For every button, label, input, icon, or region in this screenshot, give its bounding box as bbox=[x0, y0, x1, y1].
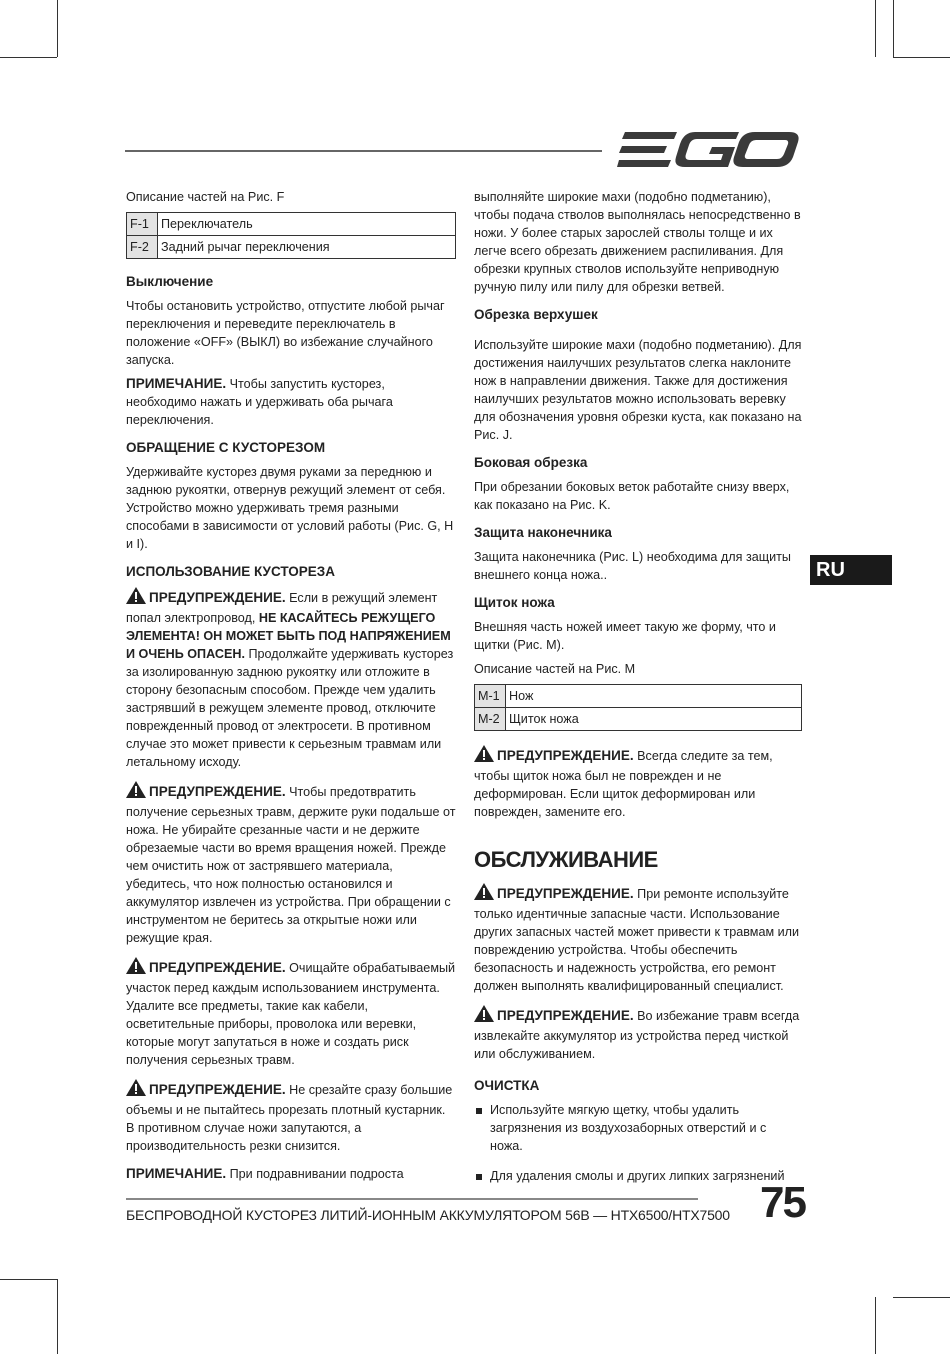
warning-triangle-icon bbox=[474, 883, 494, 905]
warning-label: ПРЕДУПРЕЖДЕНИЕ. bbox=[497, 748, 634, 763]
tip-guard-paragraph: Защита наконечника (Рис. L) необходима для защиты внешнего конца ножа.. bbox=[474, 550, 791, 582]
handling-paragraph: Удерживайте кусторез двумя руками за переднюю и заднюю рукоятки, отвернув режущий элемент от себя. Устройство можно удерживать тремя разными способами в зависимости от условий работы (Рис. G, H и I). bbox=[126, 465, 454, 551]
warning-text: Всегда следите за тем, чтобы щиток ножа был не поврежден и не деформирован. Если щиток деформирован или поврежден, замените его. bbox=[474, 749, 773, 819]
warning-paragraph bbox=[126, 957, 456, 1069]
warning-paragraph bbox=[474, 883, 802, 995]
warning-text: Продолжайте удерживать кусторез за изолированную заднюю рукоятку или отложите в сторону безопасным способом. Прежде чем удалить застрявший в режущем элементе провод, отключите поврежденный провод от электросети. В противном случае это может привести к серьезным травмам или летальному исходу. bbox=[126, 647, 454, 769]
warning-text: Во избежание травм всегда извлекайте аккумулятор из устройства перед чисткой или обслуживанием. bbox=[474, 1009, 800, 1061]
part-label: Задний рычаг переключения bbox=[158, 236, 456, 259]
crop-mark bbox=[875, 0, 876, 57]
ego-logo-graphic bbox=[617, 130, 801, 170]
section-heading-off: Выключение bbox=[126, 274, 214, 289]
section-heading-cleaning: ОЧИСТКА bbox=[474, 1078, 540, 1093]
warning-triangle-icon bbox=[126, 1079, 146, 1101]
language-tab: RU bbox=[810, 555, 892, 585]
fig-f-parts-table bbox=[126, 212, 456, 259]
left-column bbox=[126, 188, 456, 1189]
warning-triangle-icon bbox=[474, 745, 494, 767]
section-heading-blade-guard: Щиток ножа bbox=[474, 595, 555, 610]
warning-label: ПРЕДУПРЕЖДЕНИЕ. bbox=[149, 590, 286, 605]
warning-paragraph bbox=[474, 745, 802, 821]
footer-title: БЕСПРОВОДНОЙ КУСТОРЕЗ ЛИТИЙ-ИОННЫМ АККУМУЛЯТОРОМ 56В — HTX6500/HTX7500 bbox=[126, 1207, 730, 1223]
list-item: Используйте мягкую щетку, чтобы удалить загрязнения из воздухозаборных отверстий и с ножа. bbox=[474, 1101, 802, 1155]
section-heading-handling: ОБРАЩЕНИЕ С КУСТОРЕЗОМ bbox=[126, 440, 326, 455]
note-paragraph bbox=[126, 1165, 456, 1183]
warning-text: Не срезайте сразу большие объемы и не пытайтесь прорезать плотный кустарник. В противном случае ножи запутаются, а производительность резки снизится. bbox=[126, 1083, 453, 1153]
note-label: ПРИМЕЧАНИЕ. bbox=[126, 1166, 227, 1181]
right-column bbox=[474, 188, 802, 1197]
warning-paragraph bbox=[474, 1005, 802, 1063]
part-label: Нож bbox=[506, 685, 802, 708]
part-code: M-2 bbox=[475, 708, 506, 731]
section-heading-tip-guard: Защита наконечника bbox=[474, 525, 612, 540]
section-heading-service: ОБСЛУЖИВАНИЕ bbox=[474, 847, 658, 872]
fig-f-caption: Описание частей на Рис. F bbox=[126, 190, 285, 204]
footer-rule bbox=[126, 1198, 698, 1200]
section-heading-side-trim: Боковая обрезка bbox=[474, 455, 588, 470]
side-trim-paragraph: При обрезании боковых веток работайте снизу вверх, как показано на Рис. K. bbox=[474, 480, 790, 512]
part-label: Щиток ножа bbox=[506, 708, 802, 731]
note-label: ПРИМЕЧАНИЕ. bbox=[126, 376, 227, 391]
warning-triangle-icon bbox=[126, 587, 146, 609]
table-row bbox=[127, 213, 456, 236]
off-paragraph: Чтобы остановить устройство, отпустите любой рычаг переключения и переведите переключатель в положение «OFF» (ВЫКЛ) во избежание случайного запуска. bbox=[126, 299, 445, 367]
note-text: Чтобы запустить кусторез, необходимо нажать и удерживать оба рычага переключения. bbox=[126, 377, 393, 427]
fig-m-parts-table bbox=[474, 684, 802, 731]
list-item: Для удаления смолы и других липких загрязнений bbox=[474, 1167, 802, 1185]
blade-guard-paragraph: Внешняя часть ножей имеет такую же форму, что и щитки (Рис. M). bbox=[474, 620, 776, 652]
warning-triangle-icon bbox=[126, 781, 146, 803]
crop-mark bbox=[893, 0, 894, 57]
warning-label: ПРЕДУПРЕЖДЕНИЕ. bbox=[149, 1082, 286, 1097]
crop-mark bbox=[893, 1297, 950, 1298]
table-row bbox=[127, 236, 456, 259]
warning-text: Чтобы предотвратить получение серьезных травм, держите руки подальше от ножа. Не убирайте срезанные части и не держите обрезаемые части во время вращения ножей. Прежде чем очистить нож от застрявшего материала, убедитесь, что нож полностью остановился и аккумулятор извлечен из устройства. При обращении с инструментом не беритесь за открытые ножи или режущие края. bbox=[126, 785, 456, 945]
part-label: Переключатель bbox=[158, 213, 456, 236]
warning-label: ПРЕДУПРЕЖДЕНИЕ. bbox=[149, 960, 286, 975]
warning-paragraph bbox=[126, 587, 456, 771]
section-heading-top-trim: Обрезка верхушек bbox=[474, 307, 598, 322]
part-code: M-1 bbox=[475, 685, 506, 708]
part-code: F-1 bbox=[127, 213, 158, 236]
warning-emphasis: НЕ КАСАЙТЕСЬ РЕЖУЩЕГО ЭЛЕМЕНТА! ОН МОЖЕТ БЫТЬ ПОД НАПРЯЖЕНИЕМ И ОЧЕНЬ ОПАСЕН. bbox=[126, 611, 451, 661]
section-heading-use: ИСПОЛЬЗОВАНИЕ КУСТОРЕЗА bbox=[126, 564, 335, 579]
warning-text: При ремонте используйте только идентичные запасные части. Использование других запасных частей может привести к травмам или повреждению устройства. Чтобы обеспечить безопасность и надежность устройства, его ремонт должен выполнять квалифицированный специалист. bbox=[474, 887, 800, 993]
part-code: F-2 bbox=[127, 236, 158, 259]
cleaning-list bbox=[474, 1101, 802, 1185]
warning-triangle-icon bbox=[126, 957, 146, 979]
continued-paragraph: выполняйте широкие махи (подобно подметанию), чтобы подача стволов выполнялась непосредственно в ножи. У более старых зарослей стволы толще и их легче всего обрезать движением распиливания. Для обрезки крупных стволов используйте неприводную ручную пилу или пилу для обрезки ветвей. bbox=[474, 190, 801, 294]
warning-label: ПРЕДУПРЕЖДЕНИЕ. bbox=[497, 1008, 634, 1023]
warning-label: ПРЕДУПРЕЖДЕНИЕ. bbox=[497, 886, 634, 901]
header-rule bbox=[125, 150, 602, 152]
fig-m-caption: Описание частей на Рис. M bbox=[474, 662, 636, 676]
warning-paragraph bbox=[126, 1079, 456, 1155]
warning-triangle-icon bbox=[474, 1005, 494, 1027]
note-text: При подравнивании подроста bbox=[226, 1167, 404, 1181]
warning-label: ПРЕДУПРЕЖДЕНИЕ. bbox=[149, 784, 286, 799]
page-number: 75 bbox=[760, 1178, 805, 1227]
crop-mark bbox=[875, 1297, 876, 1354]
table-row bbox=[475, 708, 802, 731]
warning-paragraph bbox=[126, 781, 456, 947]
crop-mark bbox=[893, 57, 950, 58]
crop-mark bbox=[57, 0, 58, 57]
crop-mark bbox=[0, 57, 57, 58]
warning-text: Если в режущий элемент попал электропровод, bbox=[126, 591, 438, 625]
note-paragraph bbox=[126, 375, 456, 429]
top-trim-paragraph: Используйте широкие махи (подобно подметанию). Для достижения наилучших результатов слегка наклоните нож в направлении движения. Также для достижения наилучших результатов можно использовать веревку для обозначения уровня обрезки куста, как показано на Рис. J. bbox=[474, 338, 802, 442]
table-row bbox=[475, 685, 802, 708]
ego-logo bbox=[617, 130, 801, 175]
crop-mark bbox=[57, 1279, 58, 1354]
warning-text: Очищайте обрабатываемый участок перед каждым использованием инструмента. Удалите все предметы, такие как кабели, осветительные приборы, проволока или веревки, которые могут запутаться в ноже и создать риск получения серьезных травм. bbox=[126, 961, 456, 1067]
crop-mark bbox=[0, 1279, 57, 1280]
